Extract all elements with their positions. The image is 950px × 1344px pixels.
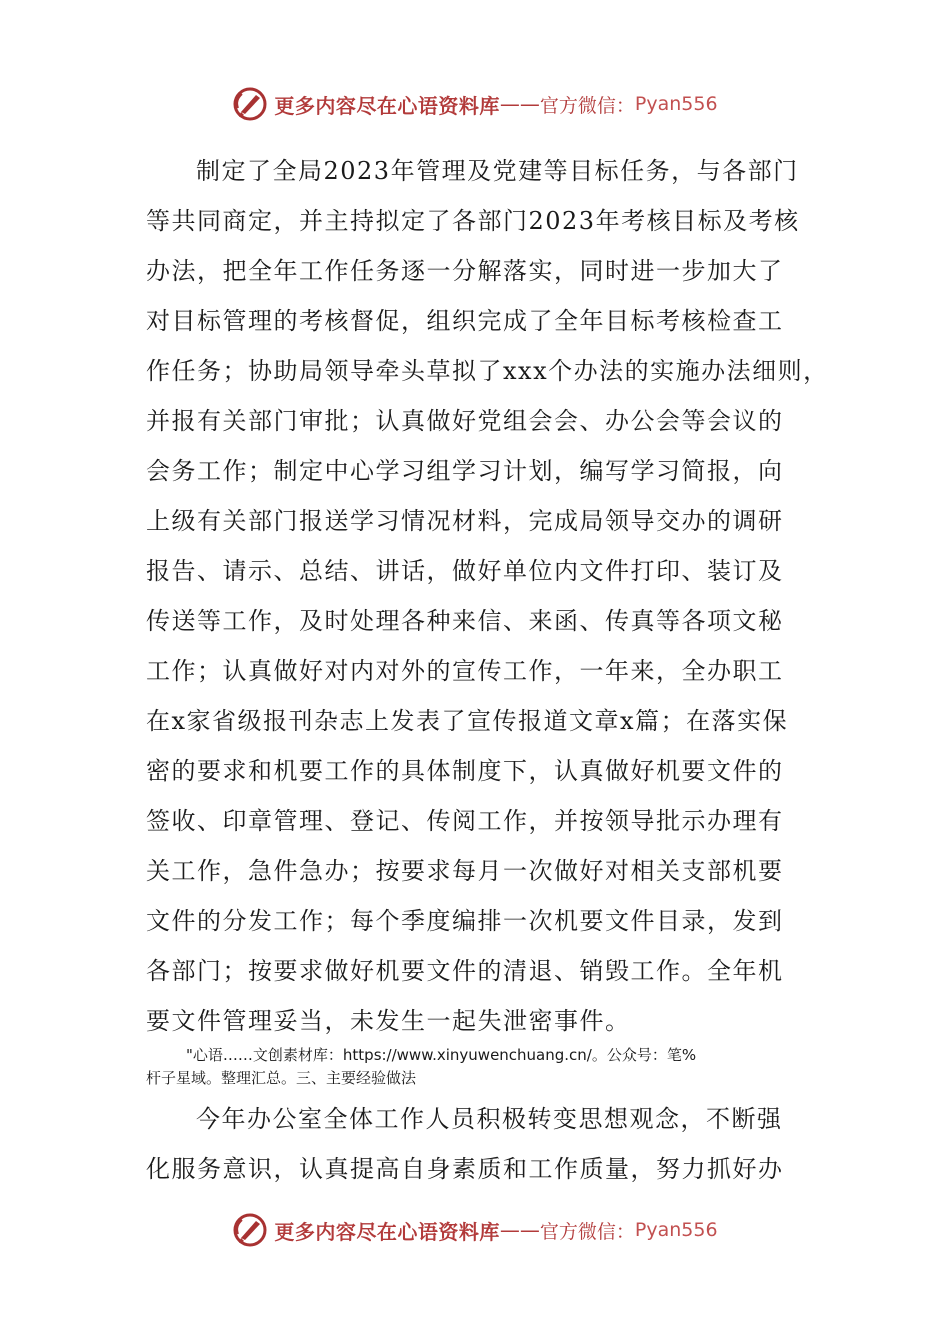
text-line: 在x家省级报刊杂志上发表了宣传报道文章x篇；在落实保 — [146, 707, 789, 735]
text-line: 并报有关部门审批；认真做好党组会会、办公会等会议的 — [146, 407, 784, 435]
pen-logo-icon — [232, 1212, 268, 1248]
text-line: 传送等工作，及时处理各种来信、来函、传真等各项文秘 — [146, 607, 784, 635]
pen-logo-icon — [232, 86, 268, 122]
text-line: 制定了全局2023年管理及党建等目标任务，与各部门 — [196, 157, 799, 185]
header-separator: —— — [499, 92, 540, 116]
text-line: 关工作，急件急办；按要求每月一次做好对相关支部机要 — [146, 857, 784, 885]
footer-banner — [0, 1208, 950, 1252]
text-line: 作任务；协助局领导牵头草拟了xxx个办法的实施办法细则， — [146, 357, 829, 385]
note-line-1: "心语……文创素材库：https://www.xinyuwenchuang.cn/。公众号：笔% — [186, 1046, 697, 1064]
header-wechat-label: 官方微信： — [539, 94, 635, 117]
text-line: 文件的分发工作；每个季度编排一次机要文件目录，发到 — [146, 907, 784, 935]
footer-wechat-id: Pyan556 — [634, 1219, 718, 1241]
text-line: 化服务意识，认真提高自身素质和工作质量，努力抓好办 — [146, 1155, 784, 1183]
text-line: 等共同商定，并主持拟定了各部门2023年考核目标及考核 — [146, 207, 800, 235]
footer-separator: —— — [499, 1218, 540, 1242]
text-line: 报告、请示、总结、讲话，做好单位内文件打印、装订及 — [146, 557, 784, 585]
text-line: 密的要求和机要工作的具体制度下，认真做好机要文件的 — [146, 757, 784, 785]
text-line: 对目标管理的考核督促，组织完成了全年目标考核检查工 — [146, 307, 784, 335]
footer-brand-text: 更多内容尽在心语资料库 — [274, 1219, 500, 1244]
header-banner — [0, 82, 950, 126]
text-line: 要文件管理妥当，未发生一起失泄密事件。 — [146, 1007, 631, 1035]
text-line: 签收、印章管理、登记、传阅工作，并按领导批示办理有 — [146, 807, 784, 835]
text-line: 会务工作；制定中心学习组学习计划，编写学习简报，向 — [146, 457, 784, 485]
header-brand-text: 更多内容尽在心语资料库 — [274, 93, 500, 118]
note-line-2: 杆子星域。整理汇总。三、主要经验做法 — [146, 1069, 417, 1087]
footer-wechat-label: 官方微信： — [539, 1220, 635, 1243]
text-line: 上级有关部门报送学习情况材料，完成局领导交办的调研 — [146, 507, 784, 535]
text-line: 办法，把全年工作任务逐一分解落实，同时进一步加大了 — [146, 257, 784, 285]
header-wechat-id: Pyan556 — [634, 93, 718, 115]
text-line: 工作；认真做好对内对外的宣传工作，一年来，全办职工 — [146, 657, 784, 685]
text-line: 各部门；按要求做好机要文件的清退、销毁工作。全年机 — [146, 957, 784, 985]
text-line: 今年办公室全体工作人员积极转变思想观念，不断强 — [196, 1105, 783, 1133]
